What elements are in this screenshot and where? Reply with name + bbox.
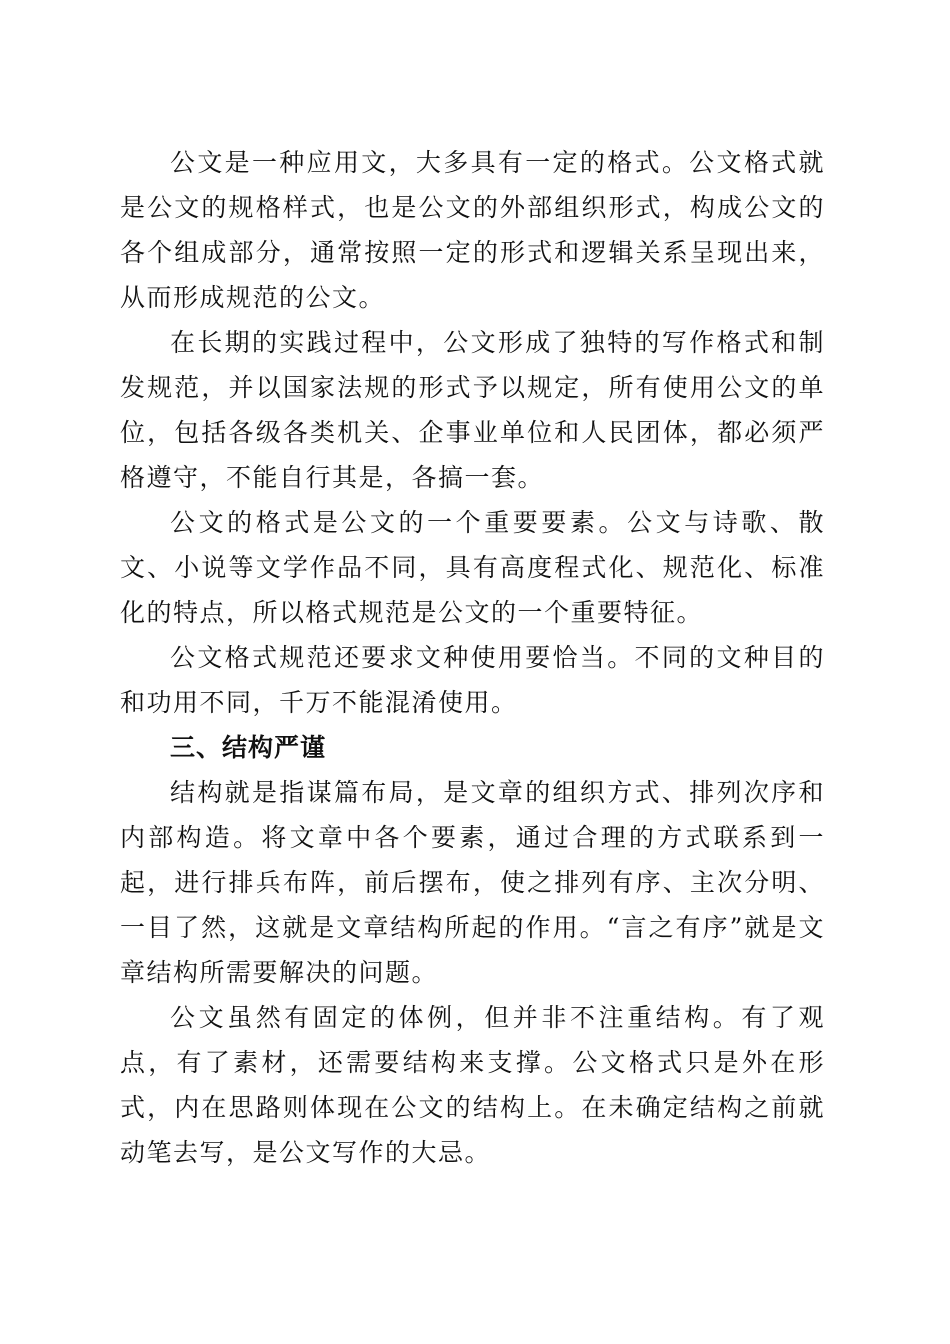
paragraph-format-genre: 公文格式规范还要求文种使用要恰当。不同的文种目的和功用不同，千万不能混淆使用。 xyxy=(120,643,825,717)
paragraph-format-practice: 在长期的实践过程中，公文形成了独特的写作格式和制发规范，并以国家法规的形式予以规定，所有使用公文的单位，包括各级各类机关、企事业单位和人民团体，都必须严格遵守，不能自行其是，各搞一套。 xyxy=(120,328,825,492)
paragraph-structure-importance: 公文虽然有固定的体例，但并非不注重结构。有了观点，有了素材，还需要结构来支撑。公文格式只是外在形式，内在思路则体现在公文的结构上。在未确定结构之前就动笔去写，是公文写作的大忌。 xyxy=(120,1003,825,1167)
paragraph-format-intro: 公文是一种应用文，大多具有一定的格式。公文格式就是公文的规格样式，也是公文的外部组织形式，构成公文的各个组成部分，通常按照一定的形式和逻辑关系呈现出来，从而形成规范的公文。 xyxy=(120,148,825,312)
paragraph-structure-definition: 结构就是指谋篇布局，是文章的组织方式、排列次序和内部构造。将文章中各个要素，通过合理的方式联系到一起，进行排兵布阵，前后摆布，使之排列有序、主次分明、一目了然，这就是文章结构所起的作用。“言之有序”就是文章结构所需要解决的问题。 xyxy=(120,778,825,987)
paragraph-format-importance: 公文的格式是公文的一个重要要素。公文与诗歌、散文、小说等文学作品不同，具有高度程式化、规范化、标准化的特点，所以格式规范是公文的一个重要特征。 xyxy=(120,508,825,627)
document-body xyxy=(120,140,825,1175)
section-heading: 三、结构严谨 xyxy=(170,733,327,762)
